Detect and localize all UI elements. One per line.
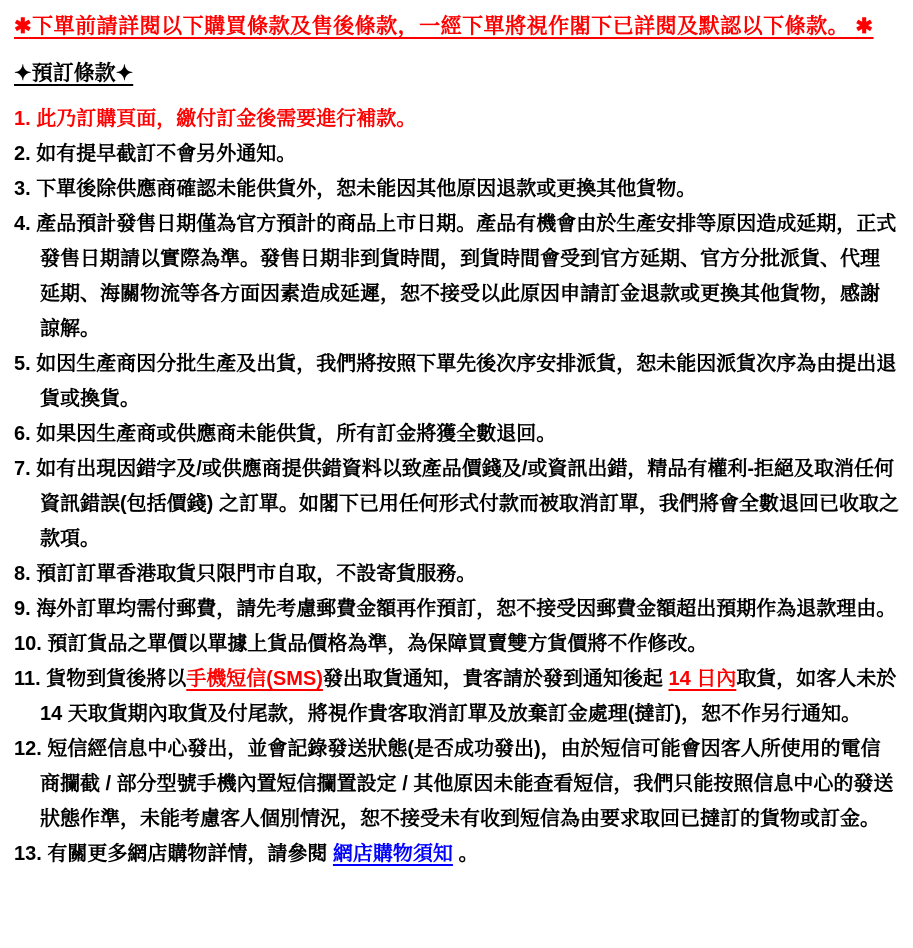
term-item bbox=[14, 557, 899, 592]
term-number: 9. bbox=[14, 598, 37, 620]
term-text: 14 日內 bbox=[668, 668, 737, 690]
term-item bbox=[14, 452, 899, 557]
term-item bbox=[14, 662, 899, 732]
term-text: 下單後除供應商確認未能供貨外，恕未能因其他原因退款或更換其他貨物。 bbox=[36, 178, 697, 200]
term-text: 如因生產商因分批生產及出貨，我們將按照下單先後次序安排派貨，恕未能因派貨次序為由提出退貨或換貨。 bbox=[36, 353, 897, 410]
term-text: 短信經信息中心發出，並會記錄發送狀態(是否成功發出)，由於短信可能會因客人所使用的電信商攔截 / 部分型號手機內置短信攔置設定 / 其他原因未能查看短信，我們只能按照信息中心的發送狀態作準，未能考慮客人個別情況，恕不接受未有收到短信為由要求取回已撻訂的貨物或訂金。 bbox=[40, 738, 894, 830]
term-text: 如有出現因錯字及/或供應商提供錯資料以致產品價錢及/或資訊出錯，精品有權利-拒絕及取消任何資訊錯誤(包括價錢) 之訂單。如閣下已用任何形式付款而被取消訂單，我們將會全數退回已收取之款項。 bbox=[36, 458, 899, 550]
term-item bbox=[14, 592, 899, 627]
term-number: 6. bbox=[14, 423, 37, 445]
term-text: 產品預計發售日期僅為官方預計的商品上市日期。產品有機會由於生產安排等原因造成延期，正式發售日期請以實際為準。發售日期非到貨時間，到貨時間會受到官方延期、官方分批派貨、代理延期、海關物流等各方面因素造成延遲，恕不接受以此原因申請訂金退款或更換其他貨物，感謝諒解。 bbox=[36, 213, 897, 340]
term-item bbox=[14, 732, 899, 837]
term-number: 2. bbox=[14, 143, 37, 165]
term-text: 如果因生產商或供應商未能供貨，所有訂金將獲全數退回。 bbox=[36, 423, 557, 445]
term-number: 5. bbox=[14, 353, 37, 375]
term-text: 有關更多網店購物詳情，請參閱 bbox=[47, 843, 333, 865]
term-item bbox=[14, 837, 899, 872]
section-heading-row bbox=[14, 60, 899, 88]
term-number: 7. bbox=[14, 458, 37, 480]
term-number: 10. bbox=[14, 633, 48, 655]
term-number: 11. bbox=[14, 668, 47, 690]
shop-guide-link[interactable]: 網店購物須知 bbox=[332, 843, 453, 865]
term-item bbox=[14, 172, 899, 207]
term-number: 12. bbox=[14, 738, 48, 760]
term-text: 此乃訂購頁面，繳付訂金後需要進行補款。 bbox=[36, 108, 417, 130]
term-number: 13. bbox=[14, 843, 48, 865]
term-number: 3. bbox=[14, 178, 37, 200]
terms-list bbox=[14, 102, 899, 872]
term-text: 貨物到貨後將以 bbox=[46, 668, 187, 690]
term-text: 。 bbox=[452, 843, 479, 865]
term-text: 預訂訂單香港取貨只限門市自取，不設寄貨服務。 bbox=[36, 563, 477, 585]
term-number: 1. bbox=[14, 108, 37, 130]
term-item bbox=[14, 102, 899, 137]
section-heading: ✦預訂條款✦ bbox=[14, 62, 134, 85]
page-title: ✱下單前請詳閱以下購買條款及售後條款，一經下單將視作閣下已詳閱及默認以下條款。 ✱ bbox=[14, 15, 874, 38]
term-number: 8. bbox=[14, 563, 37, 585]
term-item bbox=[14, 417, 899, 452]
term-text: 手機短信(SMS) bbox=[186, 668, 323, 690]
term-text: 如有提早截訂不會另外通知。 bbox=[36, 143, 297, 165]
term-text: 預訂貨品之單價以單據上貨品價格為準，為保障買賣雙方貨價將不作修改。 bbox=[47, 633, 708, 655]
term-item bbox=[14, 627, 899, 662]
term-item bbox=[14, 137, 899, 172]
term-text: 海外訂單均需付郵費，請先考慮郵費金額再作預訂，恕不接受因郵費金額超出預期作為退款理由。 bbox=[36, 598, 897, 620]
term-text: 取貨，如客人未於 14 天取貨期內取貨及付尾款，將視作貴客取消訂單及放棄訂金處理(撻訂)，恕不作另行通知。 bbox=[40, 668, 897, 725]
term-item bbox=[14, 347, 899, 417]
term-text: 發出取貨通知，貴客請於發到通知後起 bbox=[322, 668, 669, 690]
term-item bbox=[14, 207, 899, 347]
term-number: 4. bbox=[14, 213, 37, 235]
